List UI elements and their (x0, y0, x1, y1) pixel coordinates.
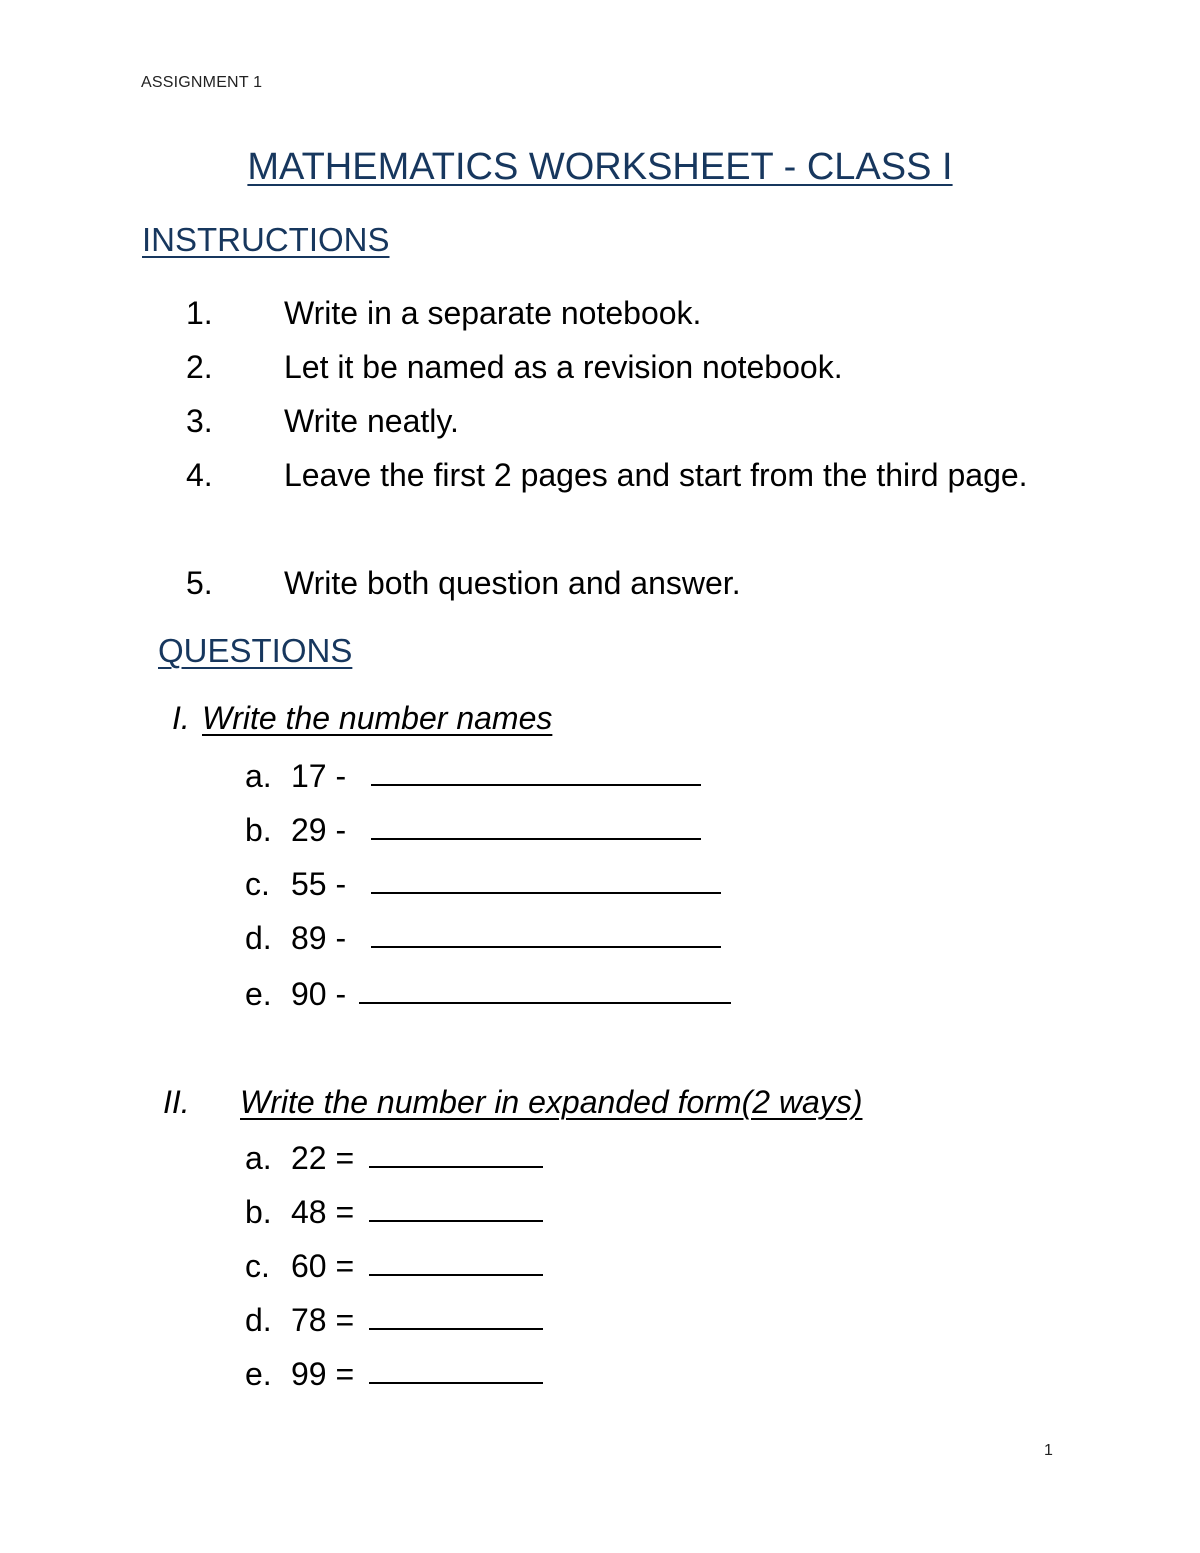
item-expression: 60 = (291, 1248, 355, 1284)
item-expression: 48 = (291, 1194, 355, 1230)
section-2-heading: Write the number in expanded form(2 ways) (240, 1084, 863, 1120)
item-letter: b. (245, 1194, 272, 1230)
instruction-text: Write neatly. (284, 403, 459, 439)
item-letter: e. (245, 976, 272, 1012)
item-letter: c. (245, 1248, 270, 1284)
item-letter: a. (245, 1140, 272, 1176)
answer-blank (371, 918, 721, 948)
item-expression: 17 - (291, 758, 347, 794)
answer-blank (369, 1138, 543, 1168)
section-1-title (0, 700, 1200, 744)
item-letter: a. (245, 758, 272, 794)
item-letter: b. (245, 812, 272, 848)
instruction-number: 5. (186, 565, 213, 601)
page-number: 1 (1044, 1442, 1053, 1459)
answer-blank (359, 974, 731, 1004)
item-expression: 22 = (291, 1140, 355, 1176)
section-2-title (0, 1084, 1200, 1128)
instructions-heading: INSTRUCTIONS (142, 221, 390, 258)
instruction-item-2 (186, 340, 1066, 394)
item-expression: 78 = (291, 1302, 355, 1338)
item-expression: 90 - (291, 976, 347, 1012)
item-expression: 99 = (291, 1356, 355, 1392)
questions-heading: QUESTIONS (158, 632, 353, 669)
section-1-heading: Write the number names (202, 700, 553, 736)
answer-blank (369, 1192, 543, 1222)
instruction-text: Let it be named as a revision notebook. (284, 349, 843, 385)
item-expression: 29 - (291, 812, 347, 848)
instruction-item-1 (186, 286, 1066, 340)
answer-blank (369, 1246, 543, 1276)
page-header: ASSIGNMENT 1 (141, 74, 263, 91)
instruction-item-3 (186, 394, 1066, 448)
instruction-item-5 (186, 556, 1066, 610)
item-letter: d. (245, 1302, 272, 1338)
answer-blank (369, 1354, 543, 1384)
answer-blank (371, 864, 721, 894)
section-2-label: II. (163, 1084, 190, 1120)
item-letter: d. (245, 920, 272, 956)
item-letter: e. (245, 1356, 272, 1392)
instruction-number: 4. (186, 457, 213, 493)
answer-blank (371, 810, 701, 840)
instruction-number: 3. (186, 403, 213, 439)
answer-blank (369, 1300, 543, 1330)
instruction-text: Write in a separate notebook. (284, 295, 702, 331)
item-letter: c. (245, 866, 270, 902)
instruction-item-4 (186, 448, 1046, 502)
worksheet-title-text: MATHEMATICS WORKSHEET - CLASS I (247, 146, 953, 188)
instruction-text: Leave the first 2 pages and start from the third page. (284, 457, 1028, 493)
worksheet-title (0, 146, 1200, 189)
section-1-label: I. (172, 700, 190, 736)
answer-blank (371, 756, 701, 786)
instruction-text: Write both question and answer. (284, 565, 741, 601)
instruction-number: 1. (186, 295, 213, 331)
instruction-number: 2. (186, 349, 213, 385)
item-expression: 89 - (291, 920, 347, 956)
item-expression: 55 - (291, 866, 347, 902)
